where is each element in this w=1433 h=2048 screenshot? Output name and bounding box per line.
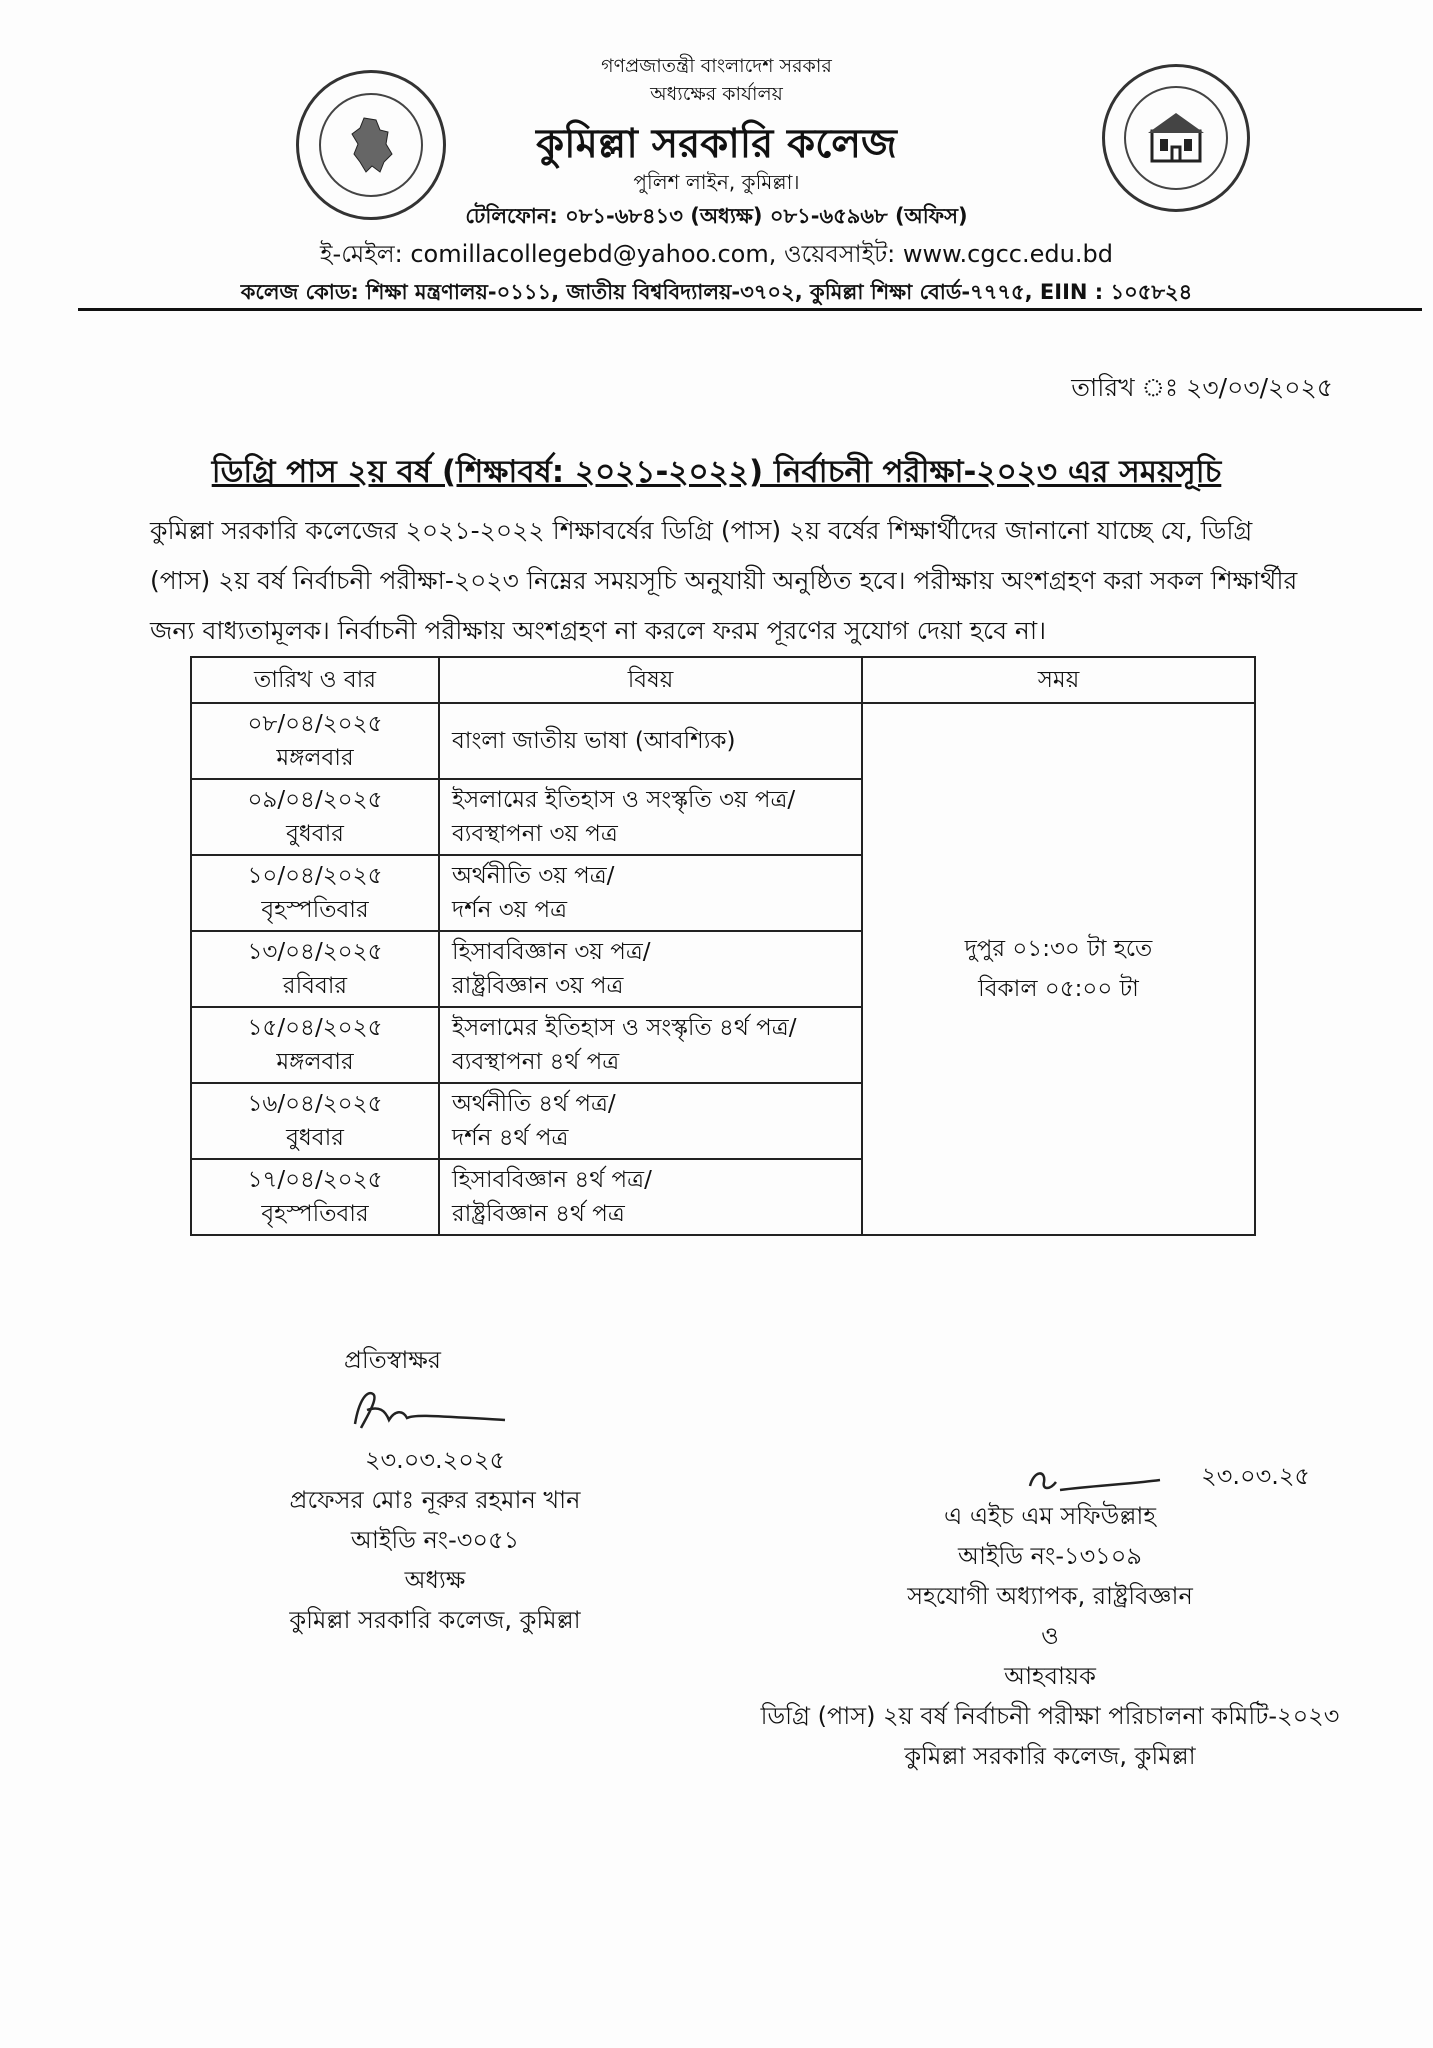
convener-institution: কুমিল্লা সরকারি কলেজ, কুমিল্লা <box>904 1742 1196 1770</box>
time-cell <box>862 703 1255 1235</box>
convener-role: আহবায়ক <box>1004 1662 1096 1690</box>
subject-line: ব্যবস্থাপনা ৩য় পত্র <box>452 821 618 847</box>
principal-signature-date: ২৩.০৩.২০২৫ <box>364 1446 506 1474</box>
subject-line: হিসাববিজ্ঞান ৪র্থ পত্র/ <box>452 1167 652 1193</box>
column-header-time: সময় <box>862 657 1255 703</box>
principal-institution: কুমিল্লা সরকারি কলেজ, কুমিল্লা <box>289 1606 581 1634</box>
exam-date: ০৮/০৪/২০২৫ <box>247 711 383 737</box>
subject-line: ইসলামের ইতিহাস ও সংস্কৃতি ৩য় পত্র/ <box>452 787 796 813</box>
exam-date: ১৫/০৪/২০২৫ <box>247 1015 383 1041</box>
column-header-date: তারিখ ও বার <box>191 657 439 703</box>
subject-line: দর্শন ৪র্থ পত্র <box>452 1125 569 1151</box>
exam-date: ০৯/০৪/২০২৫ <box>247 787 383 813</box>
exam-date: ১৬/০৪/২০২৫ <box>247 1091 383 1117</box>
exam-date: ১৩/০৪/২০২৫ <box>247 939 383 965</box>
exam-day: বৃহস্পতিবার <box>261 1201 369 1227</box>
subject-line: দর্শন ৩য় পত্র <box>452 897 568 923</box>
date-cell <box>191 1159 439 1235</box>
principal-id: আইডি নং-৩০৫১ <box>350 1526 520 1554</box>
time-start: দুপুর ০১:৩০ টা হতে <box>964 936 1153 962</box>
column-header-subject: বিষয় <box>439 657 862 703</box>
exam-day: মঙ্গলবার <box>276 745 354 771</box>
date-cell <box>191 1007 439 1083</box>
subject-line: রাষ্ট্রবিজ্ঞান ৩য় পত্র <box>452 973 624 999</box>
header-divider <box>78 308 1422 311</box>
countersign-label: প্রতিস্বাক্ষর <box>344 1346 441 1374</box>
convener-signature-date: ২৩.০৩.২৫ <box>1201 1462 1310 1490</box>
subject-line: ব্যবস্থাপনা ৪র্থ পত্র <box>452 1049 620 1075</box>
college-address: পুলিশ লাইন, কুমিল্লা। <box>633 170 800 194</box>
telephone-line: টেলিফোন: ০৮১-৬৮৪১৩ (অধ্যক্ষ) ০৮১-৬৫৯৬৮ (অফিস) <box>465 204 968 228</box>
countersign-block <box>240 1340 630 1640</box>
table-row <box>191 703 1255 779</box>
subject-line: ইসলামের ইতিহাস ও সংস্কৃতি ৪র্থ পত্র/ <box>452 1015 797 1041</box>
time-end: বিকাল ০৫:০০ টা <box>978 976 1139 1002</box>
exam-day: রবিবার <box>282 973 348 999</box>
principal-signature-icon <box>315 1380 555 1440</box>
subject-line: রাষ্ট্রবিজ্ঞান ৪র্থ পত্র <box>452 1201 625 1227</box>
subject-cell <box>439 855 862 931</box>
table-header-row <box>191 657 1255 703</box>
committee-name: ডিগ্রি (পাস) ২য় বর্ষ নির্বাচনী পরীক্ষা পরিচালনা কমিটি-২০২৩ <box>760 1702 1340 1730</box>
subject-cell <box>439 1083 862 1159</box>
subject-line: বাংলা জাতীয় ভাষা (আবশ্যিক) <box>452 728 736 754</box>
convener-designation: সহযোগী অধ্যাপক, রাষ্ট্রবিজ্ঞান <box>907 1582 1193 1610</box>
convener-id: আইডি নং-১৩১০৯ <box>958 1542 1142 1570</box>
exam-day: বৃহস্পতিবার <box>261 897 369 923</box>
notice-paragraph: কুমিল্লা সরকারি কলেজের ২০২১-২০২২ শিক্ষাবর্ষের ডিগ্রি (পাস) ২য় বর্ষের শিক্ষার্থীদের জানানো যাচ্ছে যে, ডিগ্রি (পাস) ২য় বর্ষ নির্বাচনী পরীক্ষা-২০২৩ নিম্নের সময়সূচি অনুযায়ী অনুষ্ঠিত হবে। পরীক্ষায় অংশগ্রহণ করা সকল শিক্ষার্থীর জন্য বাধ্যতামূলক। নির্বাচনী পরীক্ষায় অংশগ্রহণ না করলে ফরম পূরণের সুযোগ দেয়া হবে না। <box>150 516 1298 645</box>
date-cell <box>191 931 439 1007</box>
subject-cell <box>439 779 862 855</box>
convener-name: এ এইচ এম সফিউল্লাহ <box>943 1502 1157 1530</box>
college-name: কুমিল্লা সরকারি কলেজ <box>536 121 897 167</box>
date-cell <box>191 1083 439 1159</box>
exam-date: ১৭/০৪/২০২৫ <box>247 1167 383 1193</box>
subject-cell <box>439 931 862 1007</box>
exam-day: বুধবার <box>286 821 344 847</box>
office-line: অধ্যক্ষের কার্যালয় <box>650 83 783 105</box>
subject-line: হিসাববিজ্ঞান ৩য় পত্র/ <box>452 939 651 965</box>
subject-cell <box>439 1007 862 1083</box>
conjunction: ও <box>1041 1622 1059 1650</box>
subject-cell <box>439 703 862 779</box>
government-line: গণপ্রজাতন্ত্রী বাংলাদেশ সরকার <box>601 55 832 77</box>
college-codes-line: কলেজ কোড: শিক্ষা মন্ত্রণালয়-০১১১, জাতীয় বিশ্ববিদ্যালয়-৩৭০২, কুমিল্লা শিক্ষা বোর্ড-৭৭৭৫, EIIN : ১০৫৮২৪ <box>240 280 1193 304</box>
convener-block <box>700 1460 1400 1776</box>
date-cell <box>191 855 439 931</box>
exam-schedule-table <box>190 656 1256 1236</box>
notice-date: তারিখ ঃ ২৩/০৩/২০২৫ <box>1071 373 1333 402</box>
subject-line: অর্থনীতি ৩য় পত্র/ <box>452 863 615 889</box>
date-cell <box>191 703 439 779</box>
subject-cell <box>439 1159 862 1235</box>
email-website-line: ই-মেইল: comillacollegebd@yahoo.com, ওয়েবসাইট: www.cgcc.edu.bd <box>320 240 1113 268</box>
exam-day: মঙ্গলবার <box>276 1049 354 1075</box>
principal-name: প্রফেসর মোঃ নূরুর রহমান খান <box>289 1486 581 1514</box>
exam-day: বুধবার <box>286 1125 344 1151</box>
principal-designation: অধ্যক্ষ <box>404 1566 466 1594</box>
exam-date: ১০/০৪/২০২৫ <box>247 863 383 889</box>
date-cell <box>191 779 439 855</box>
notice-title: ডিগ্রি পাস ২য় বর্ষ (শিক্ষাবর্ষ: ২০২১-২০২২) নির্বাচনী পরীক্ষা-২০২৩ এর সময়সূচি <box>211 454 1222 490</box>
subject-line: অর্থনীতি ৪র্থ পত্র/ <box>452 1091 616 1117</box>
